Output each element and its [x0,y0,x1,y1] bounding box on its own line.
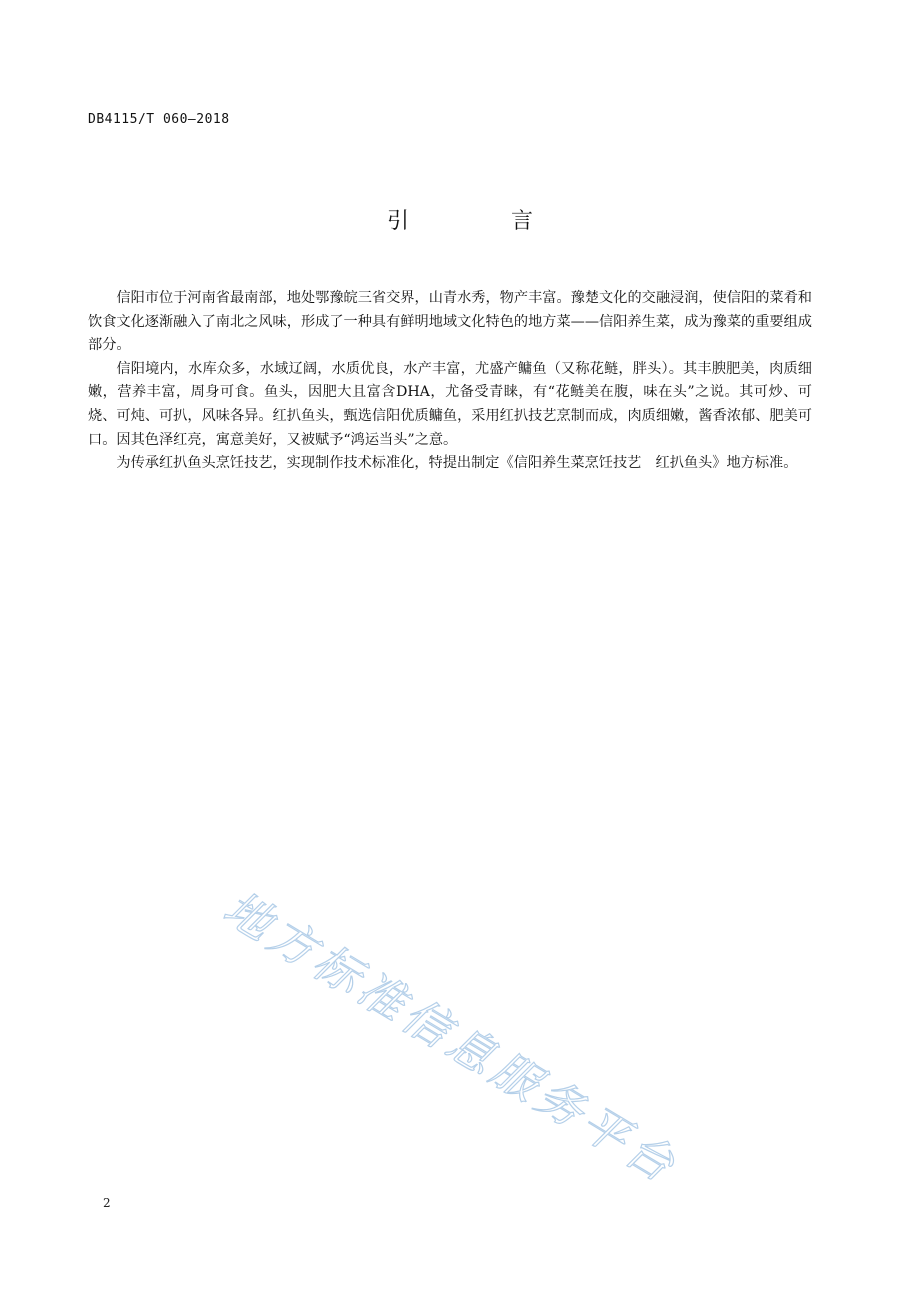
standard-code: DB4115/T 060—2018 [88,112,230,127]
paragraph: 信阳市位于河南省最南部，地处鄂豫皖三省交界，山青水秀，物产丰富。豫楚文化的交融浸润，使信阳的菜肴和饮食文化逐渐融入了南北之风味，形成了一种具有鲜明地域文化特色的地方菜——信阳养生菜，成为豫菜的重要组成部分。 [88,290,812,354]
watermark: 地方标准信息服务平台 [214,880,689,1195]
paragraph: 信阳境内，水库众多，水域辽阔，水质优良，水产丰富，尤盛产鳙鱼（又称花鲢，胖头）。其丰腴肥美，肉质细嫩，营养丰富，周身可食。鱼头，因肥大且富含DHA，尤备受青睐，有“花鲢美在腹，味在头”之说。其可炒、可烧、可炖、可扒，风味各异。红扒鱼头，甄选信阳优质鳙鱼，采用红扒技艺烹制而成，肉质细嫩，酱香浓郁、肥美可口。因其色泽红亮，寓意美好，又被赋予“鸿运当头”之意。 [88,360,812,448]
section-title: 引 言 [386,209,573,234]
paragraph: 为传承红扒鱼头烹饪技艺，实现制作技术标准化，特提出制定《信阳养生菜烹饪技艺 红扒鱼头》地方标准。 [116,455,798,472]
body-text [88,287,812,476]
page-number: 2 [103,1196,111,1210]
